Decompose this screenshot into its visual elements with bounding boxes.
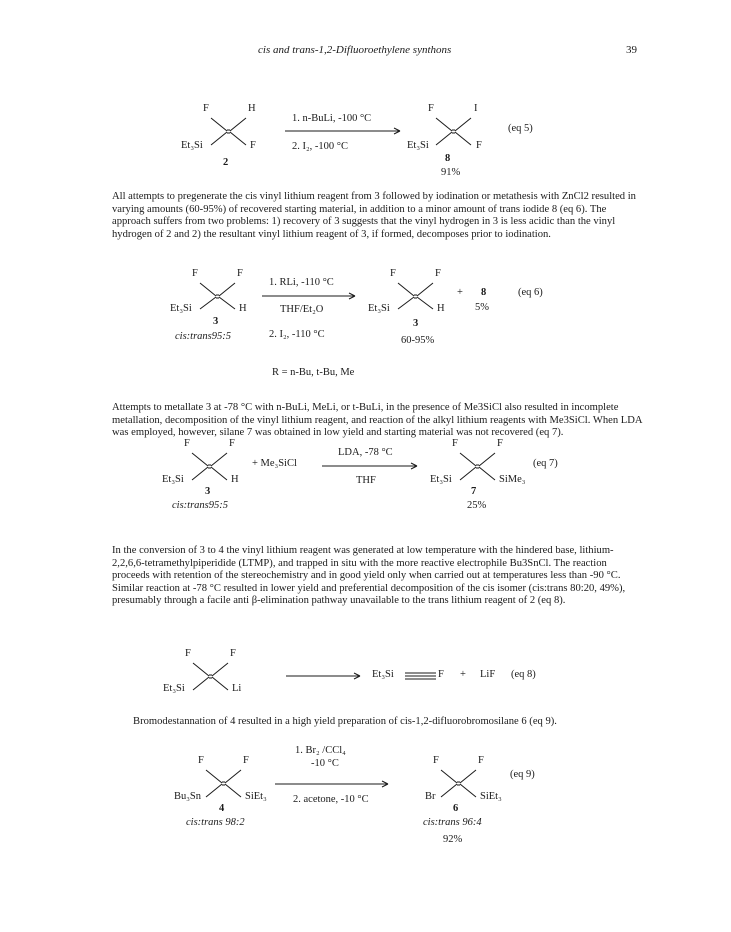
eq8-reactant-br: Li xyxy=(232,683,242,694)
paragraph-4: Bromodestannation of 4 resulted in a high yield preparation of cis-1,2-difluorobromosilane 6 (eq 9). xyxy=(133,716,557,727)
eq9-reactant-br: SiEt₃ xyxy=(245,791,267,802)
eq7-product-tr: F xyxy=(497,438,503,449)
eq5-arrow xyxy=(285,128,400,134)
eq9-reactant-tr: F xyxy=(243,755,249,766)
eq5-product-bl: Et₃Si xyxy=(407,140,429,151)
paragraph-1: All attempts to pregenerate the cis vinyl lithium reagent from 3 followed by iodination or metathesis with ZnCl2 resulted in varying amounts (60-95%) of recovered starting material, in addition to a minor amount of trans iodide 8 (eq 6). The approach suffers from two problems: 1) recovery of 3 suggests that the vinyl hydrogen in 3 is less acidic than the vinyl hydrogen of 2 and 2) the resultant vinyl lithium reagent of 3, if formed, decomposes prior to iodination. xyxy=(112,191,636,240)
eq7-product-tl: F xyxy=(452,438,458,449)
eq8-reactant-bl: Et₃Si xyxy=(163,683,185,694)
eq9-reactant-bl: Bu₃Sn xyxy=(174,791,202,802)
eq5-reactant-bonds xyxy=(211,118,246,145)
eq8-reactant-tr: F xyxy=(230,648,236,659)
eq9-reactant-ratio: cis:trans 98:2 xyxy=(186,817,245,828)
eq5-product-tl: F xyxy=(428,103,434,114)
eq5-reactant-tl: F xyxy=(203,103,209,114)
eq6-arrow xyxy=(262,293,355,299)
eq6-reactant-bonds xyxy=(200,283,235,309)
eq9-product-bl: Br xyxy=(425,791,436,802)
eq9-product-br: SiEt₃ xyxy=(480,791,502,802)
eq8-triple-bond xyxy=(405,673,436,679)
eq5-reactant-bl: Et₃Si xyxy=(181,140,203,151)
eq6-product-number: 3 xyxy=(413,318,419,329)
eq9-arrow xyxy=(275,781,388,787)
eq7-step1: LDA, -78 °C xyxy=(338,447,393,458)
eq7-reactant-tl: F xyxy=(184,438,190,449)
eq7-label: (eq 7) xyxy=(533,458,558,469)
eq7-reactant-tr: F xyxy=(229,438,235,449)
paragraph-2: Attempts to metallate 3 at -78 °C with n-BuLi, MeLi, or t-BuLi, in the presence of Me3SiCl also resulted in incomplete metallation, decomposition of the vinyl lithium reagent, and reaction of the alkyl lithium reagents with Me3SiCl. When LDA was employed, however, silane 7 was obtained in low yield and starting material was not recovered (eq 7). xyxy=(112,402,642,439)
eq6-reactant-ratio: cis:trans95:5 xyxy=(175,331,231,342)
eq5-step1: 1. n-BuLi, -100 °C xyxy=(292,113,372,124)
eq7-reactant-ratio: cis:trans95:5 xyxy=(172,500,228,511)
eq7-solvent: THF xyxy=(356,475,376,486)
eq9-product-tl: F xyxy=(433,755,439,766)
running-header: cis and trans-1,2-Difluoroethylene synthons xyxy=(258,44,452,56)
eq6-reactant-tl: F xyxy=(192,268,198,279)
eq6-product-tl: F xyxy=(390,268,396,279)
eq9-reactant-number: 4 xyxy=(219,803,225,814)
eq6-side-product: 8 xyxy=(481,287,487,298)
eq8-product1-left: Et₃Si xyxy=(372,669,394,680)
eq9-product-bonds xyxy=(441,770,476,797)
eq5-product-yield: 91% xyxy=(441,167,461,178)
eq5-product-bonds xyxy=(436,118,471,145)
eq5-step2: 2. I₂, -100 °C xyxy=(292,141,348,152)
eq8-reactant-tl: F xyxy=(185,648,191,659)
eq6-reactant-bl: Et₃Si xyxy=(170,303,192,314)
eq6-reactant-br: H xyxy=(239,303,247,314)
eq8-arrow xyxy=(286,673,360,679)
eq6-solvent: THF/Et₂O xyxy=(280,304,324,315)
eq9-product-tr: F xyxy=(478,755,484,766)
eq7-product-bl: Et₃Si xyxy=(430,474,452,485)
eq6-product-bonds xyxy=(398,283,433,309)
eq8-product1-right: F xyxy=(438,669,444,680)
eq9-product-yield: 92% xyxy=(443,834,463,845)
eq7-product-br: SiMe₃ xyxy=(499,474,526,485)
eq7-product-number: 7 xyxy=(471,486,477,497)
eq9-step1b: -10 °C xyxy=(311,758,339,769)
eq9-reactant-bonds xyxy=(206,770,241,797)
eq5-reactant-tr: H xyxy=(248,103,256,114)
eq6-product-yield: 60-95% xyxy=(401,335,435,346)
eq9-product-ratio: cis:trans 96:4 xyxy=(423,817,482,828)
eq6-step2: 2. I₂, -110 °C xyxy=(269,329,325,340)
eq8-product2: LiF xyxy=(480,669,496,680)
eq5-reactant-br: F xyxy=(250,140,256,151)
eq7-reactant-bl: Et₃Si xyxy=(162,474,184,485)
eq7-product-bonds xyxy=(460,453,495,480)
eq7-product-yield: 25% xyxy=(467,500,487,511)
eq5-product-br: F xyxy=(476,140,482,151)
eq7-arrow xyxy=(322,463,417,469)
eq6-label: (eq 6) xyxy=(518,287,543,298)
eq7-reactant-br: H xyxy=(231,474,239,485)
eq8-reactant-bonds xyxy=(193,663,228,690)
eq6-reactant-number: 3 xyxy=(213,316,219,327)
page-number: 39 xyxy=(626,44,637,56)
eq6-r-group: R = n-Bu, t-Bu, Me xyxy=(272,367,355,378)
eq9-label: (eq 9) xyxy=(510,769,535,780)
eq5-product-tr: I xyxy=(474,103,478,114)
eq7-reactant-number: 3 xyxy=(205,486,211,497)
eq5-product-number: 8 xyxy=(445,153,451,164)
eq9-step1a: 1. Br₂ /CCl₄ xyxy=(295,745,346,756)
eq7-reactant-bonds xyxy=(192,453,227,480)
eq6-product-bl: Et₃Si xyxy=(368,303,390,314)
eq5-label: (eq 5) xyxy=(508,123,533,134)
eq6-step1: 1. RLi, -110 °C xyxy=(269,277,334,288)
eq8-label: (eq 8) xyxy=(511,669,536,680)
eq6-product-br: H xyxy=(437,303,445,314)
eq5-reactant-number: 2 xyxy=(223,157,229,168)
eq6-reactant-tr: F xyxy=(237,268,243,279)
eq6-plus: + xyxy=(457,287,463,298)
eq7-reagent: + Me₃SiCl xyxy=(252,458,297,469)
eq9-product-number: 6 xyxy=(453,803,459,814)
paragraph-3: In the conversion of 3 to 4 the vinyl lithium reagent was generated at low temperature with the hindered base, lithium-2,2,6,6-tetramethylpiperidide (LTMP), and trapped in situ with the more reactive electrophile Bu3SnCl. The reaction proceeds with retention of the stereochemistry and in good yield only when carried out at temperatures less than -90 °C. Similar reaction at -78 °C resulted in lower yield and preferential decomposition of the cis isomer (cis:trans 80:20, 49%), presumably through a facile anti β-elimination pathway unavailable to the trans lithium reagent of 2 (eq 8). xyxy=(112,545,626,607)
eq8-plus: + xyxy=(460,669,466,680)
eq6-side-yield: 5% xyxy=(475,302,489,313)
eq6-product-tr: F xyxy=(435,268,441,279)
eq9-reactant-tl: F xyxy=(198,755,204,766)
eq9-step2: 2. acetone, -10 °C xyxy=(293,794,369,805)
